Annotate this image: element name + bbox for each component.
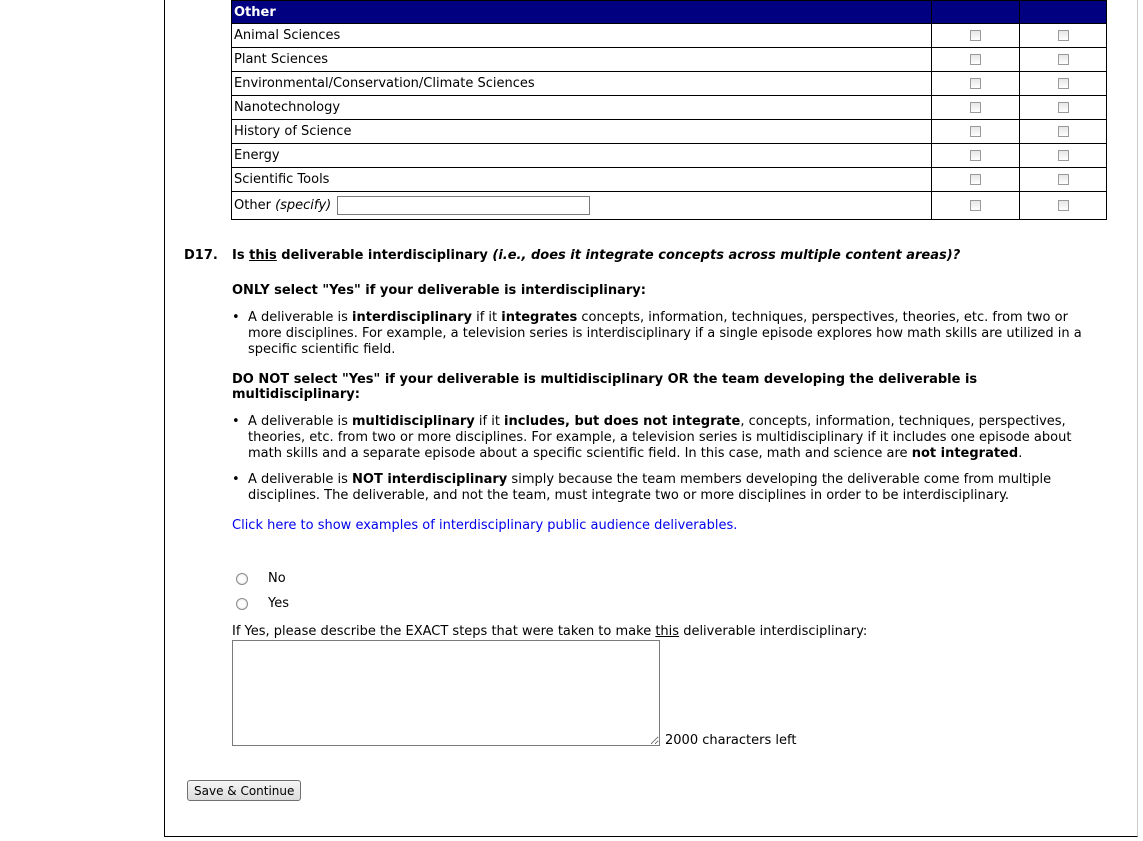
topic-label: Nanotechnology <box>232 96 932 120</box>
list-item: • A deliverable is multidisciplinary if it includes, but does not integrate, concepts, information, techniques, perspectives, theories, etc. from two or more disciplines. For example, a television series is multidisciplinary if it includes one episode about math skills and a separate episode about a specific scientific field. In this case, math and science are not integrated. <box>248 414 1092 462</box>
multidisciplinary-list <box>232 414 1092 504</box>
radio-option-no[interactable] <box>236 566 289 591</box>
section-header: Other <box>232 1 932 24</box>
checkbox[interactable] <box>1058 54 1069 65</box>
topic-label: Plant Sciences <box>232 48 932 72</box>
checkbox[interactable] <box>970 200 981 211</box>
table-row <box>232 144 1107 168</box>
checkbox[interactable] <box>1058 150 1069 161</box>
radio-button-no[interactable] <box>236 573 248 585</box>
checkbox[interactable] <box>970 78 981 89</box>
topic-label: Animal Sciences <box>232 24 932 48</box>
other-label: Other <box>234 198 271 213</box>
question-number: D17. <box>184 248 218 263</box>
radio-option-yes[interactable] <box>236 591 289 616</box>
checkbox[interactable] <box>1058 200 1069 211</box>
radio-button-yes[interactable] <box>236 598 248 610</box>
checkbox[interactable] <box>970 54 981 65</box>
save-continue-button[interactable]: Save & Continue <box>187 780 301 801</box>
question-content <box>232 248 1092 533</box>
radio-label-no: No <box>268 571 286 586</box>
checkbox[interactable] <box>1058 102 1069 113</box>
answer-options <box>236 566 289 616</box>
checkbox[interactable] <box>1058 30 1069 41</box>
list-item: • A deliverable is interdisciplinary if it integrates concepts, information, techniques, perspectives, theories, etc. from two or more disciplines. For example, a television series is interdisciplinary if a single episode explores how math skills are utilized in a specific scientific field. <box>248 310 1092 358</box>
list-item: • A deliverable is NOT interdisciplinary simply because the team members developing the deliverable come from multiple disciplines. The deliverable, and not the team, must integrate two or more disciplines in order to be interdisciplinary. <box>248 472 1092 504</box>
examples-link[interactable]: Click here to show examples of interdisciplinary public audience deliverables. <box>232 518 738 533</box>
description-textarea[interactable] <box>232 640 660 746</box>
table-row <box>232 120 1107 144</box>
checkbox[interactable] <box>1058 174 1069 185</box>
table-row <box>232 48 1107 72</box>
table-row <box>232 168 1107 192</box>
do-not-select-heading: DO NOT select "Yes" if your deliverable is multidisciplinary OR the team developing the deliverable is multidisciplinary: <box>232 372 978 402</box>
checkbox[interactable] <box>970 126 981 137</box>
table-row <box>232 24 1107 48</box>
table-row <box>232 72 1107 96</box>
topic-label: Environmental/Conservation/Climate Sciences <box>232 72 932 96</box>
interdisciplinary-list <box>232 310 1092 358</box>
checkbox[interactable] <box>1058 126 1069 137</box>
checkbox[interactable] <box>1058 78 1069 89</box>
checkbox[interactable] <box>970 102 981 113</box>
checkbox[interactable] <box>970 150 981 161</box>
only-select-heading: ONLY select "Yes" if your deliverable is interdisciplinary: <box>232 283 646 298</box>
topic-label: Scientific Tools <box>232 168 932 192</box>
question-text: Is this deliverable interdisciplinary (i.e., does it integrate concepts across multiple content areas)? <box>232 248 961 263</box>
specify-hint: (specify) <box>275 198 332 213</box>
table-row <box>232 96 1107 120</box>
table-row-other <box>232 192 1107 220</box>
table-header-row <box>232 1 1107 24</box>
topic-label: Energy <box>232 144 932 168</box>
other-specify-input[interactable] <box>337 196 590 215</box>
topic-label: History of Science <box>232 120 932 144</box>
topics-table <box>231 0 1107 220</box>
checkbox[interactable] <box>970 30 981 41</box>
radio-label-yes: Yes <box>268 596 289 611</box>
describe-label: If Yes, please describe the EXACT steps that were taken to make this deliverable interdisciplinary: <box>232 624 868 639</box>
checkbox[interactable] <box>970 174 981 185</box>
characters-left: 2000 characters left <box>665 733 797 748</box>
